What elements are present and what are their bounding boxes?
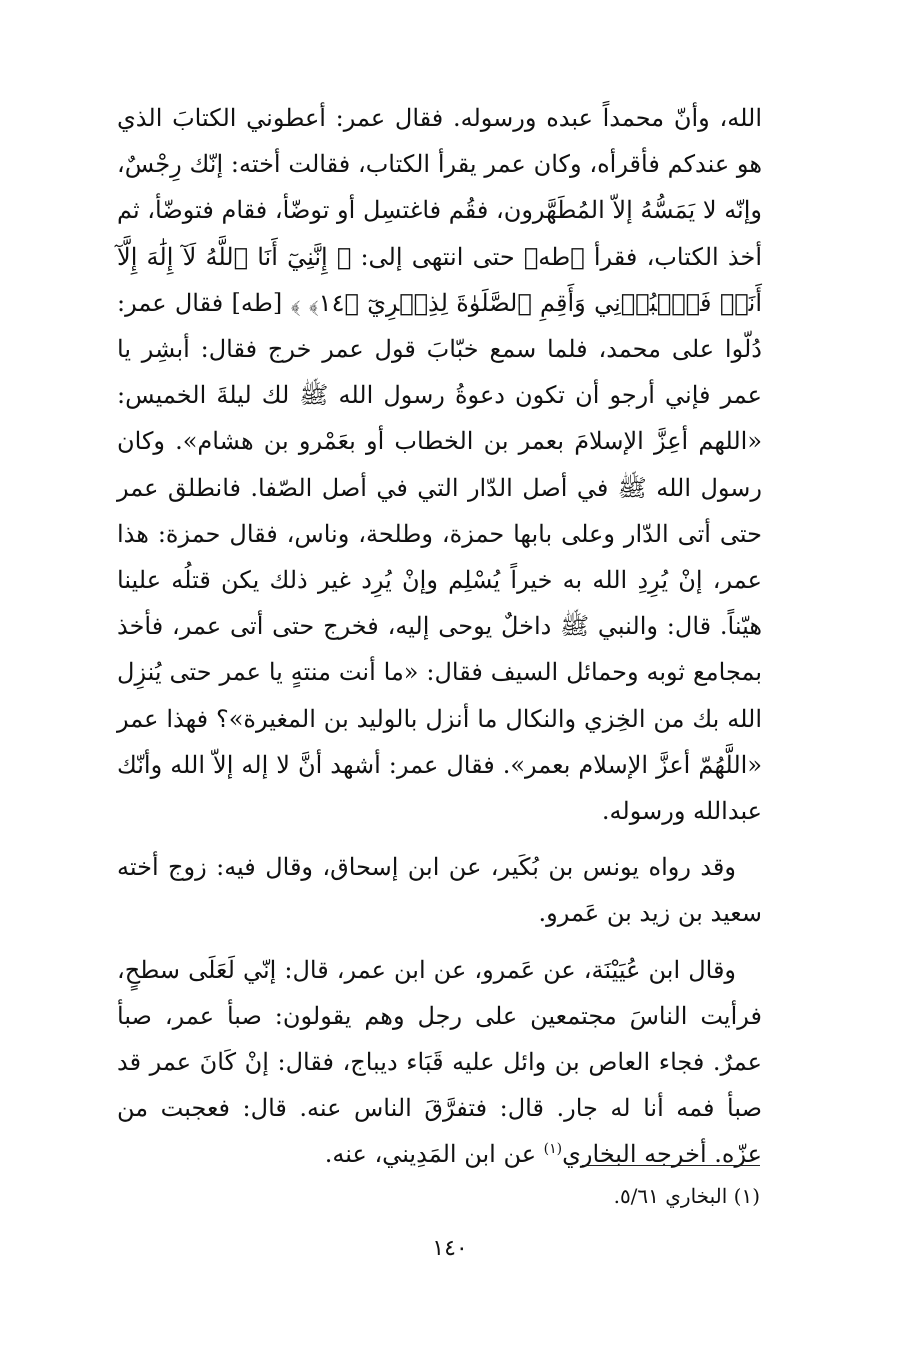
footnote-divider	[582, 1165, 760, 1166]
paragraph-1: الله، وأنّ محمداً عبده ورسوله. فقال عمر: أعطوني الكتابَ الذي هو عندكم فأقرأه، وكان عمر يقرأ الكتاب، فقالت أخته: إنّك رِجْسٌ، وإنّه لا يَمَسُّهُ إلاّ المُطَهَّرون، فقُم فاغتسِل أو توضّأ، فقام فتوضّأ، ثم أخذ الكتاب، فقرأ ﴿طه﴾ حتى انتهى إلى: ﴿ إِنَّنِيٓ أَنَا ٱللَّهُ لَآ إِلَٰهَ إِلَّآ أَنَا۠ فَٱعۡبُدۡنِي وَأَقِمِ ٱلصَّلَوٰةَ لِذِكۡرِيٓ ﴿١٤﴾ ﴾ [طه] فقال عمر: دُلّوا على محمد، فلما سمع خبّابَ قول عمر خرج فقال: أبشِر يا عمر فإني أرجو أن تكون دعوةُ رسول الله ﷺ لك ليلةَ الخميس: «اللهم أعِزَّ الإسلامَ بعمر بن الخطاب أو بعَمْرو بن هشام». وكان رسول الله ﷺ في أصل الدّار التي في أصل الصّفا. فانطلق عمر حتى أتى الدّار وعلى بابها حمزة، وطلحة، وناس، فقال حمزة: هذا عمر، إنْ يُرِدِ الله به خيراً يُسْلِم وإنْ يُرِد غير ذلك يكن قتلُه علينا هيّناً. قال: والنبي ﷺ داخلٌ يوحى إليه، فخرج حتى أتى عمر، فأخذ بمجامع ثوبه وحمائل السيف فقال: «ما أنت منتهٍ يا عمر حتى يُنزِل الله بك من الخِزي والنكال ما أنزل بالوليد بن المغيرة»؟ فهذا عمر «اللَّهُمّ أعزَّ الإسلام بعمر». فقال عمر: أشهد أنَّ لا إله إلاّ الله وأنّك عبدالله ورسوله.	[117, 104, 763, 826]
footnote: (١) البخاري ٥/٦١.	[613, 1184, 760, 1208]
paragraph-2: وقد رواه يونس بن بُكَير، عن ابن إسحاق، وقال فيه: زوج أخته سعيد بن زيد بن عَمرو.	[117, 853, 762, 928]
paragraph-3	[117, 947, 762, 1178]
paragraph-3-text: وقال ابن عُيَيْنَة، عن عَمرو، عن ابن عمر، قال: إنّي لَعَلَى سطحٍ، فرأيت الناسَ مجتمعين على رجل وهم يقولون: صبأ عمر، صبأ عمرٌ. فجاء العاص بن وائل عليه قَبَاء ديباج، فقال: إنْ كَانَ عمر قد صبأ فمه أنا له جار. قال: فتفرَّقَ الناس عنه. قال: فعجبت من عزّه. أخرجه البخاري	[117, 955, 762, 1169]
footnote-reference: (١)	[543, 1141, 563, 1158]
paragraph-3-tail: عن ابن المَدِيني، عنه.	[324, 1140, 544, 1169]
main-text	[117, 95, 762, 1188]
page-number: ١٤٠	[432, 1236, 468, 1261]
